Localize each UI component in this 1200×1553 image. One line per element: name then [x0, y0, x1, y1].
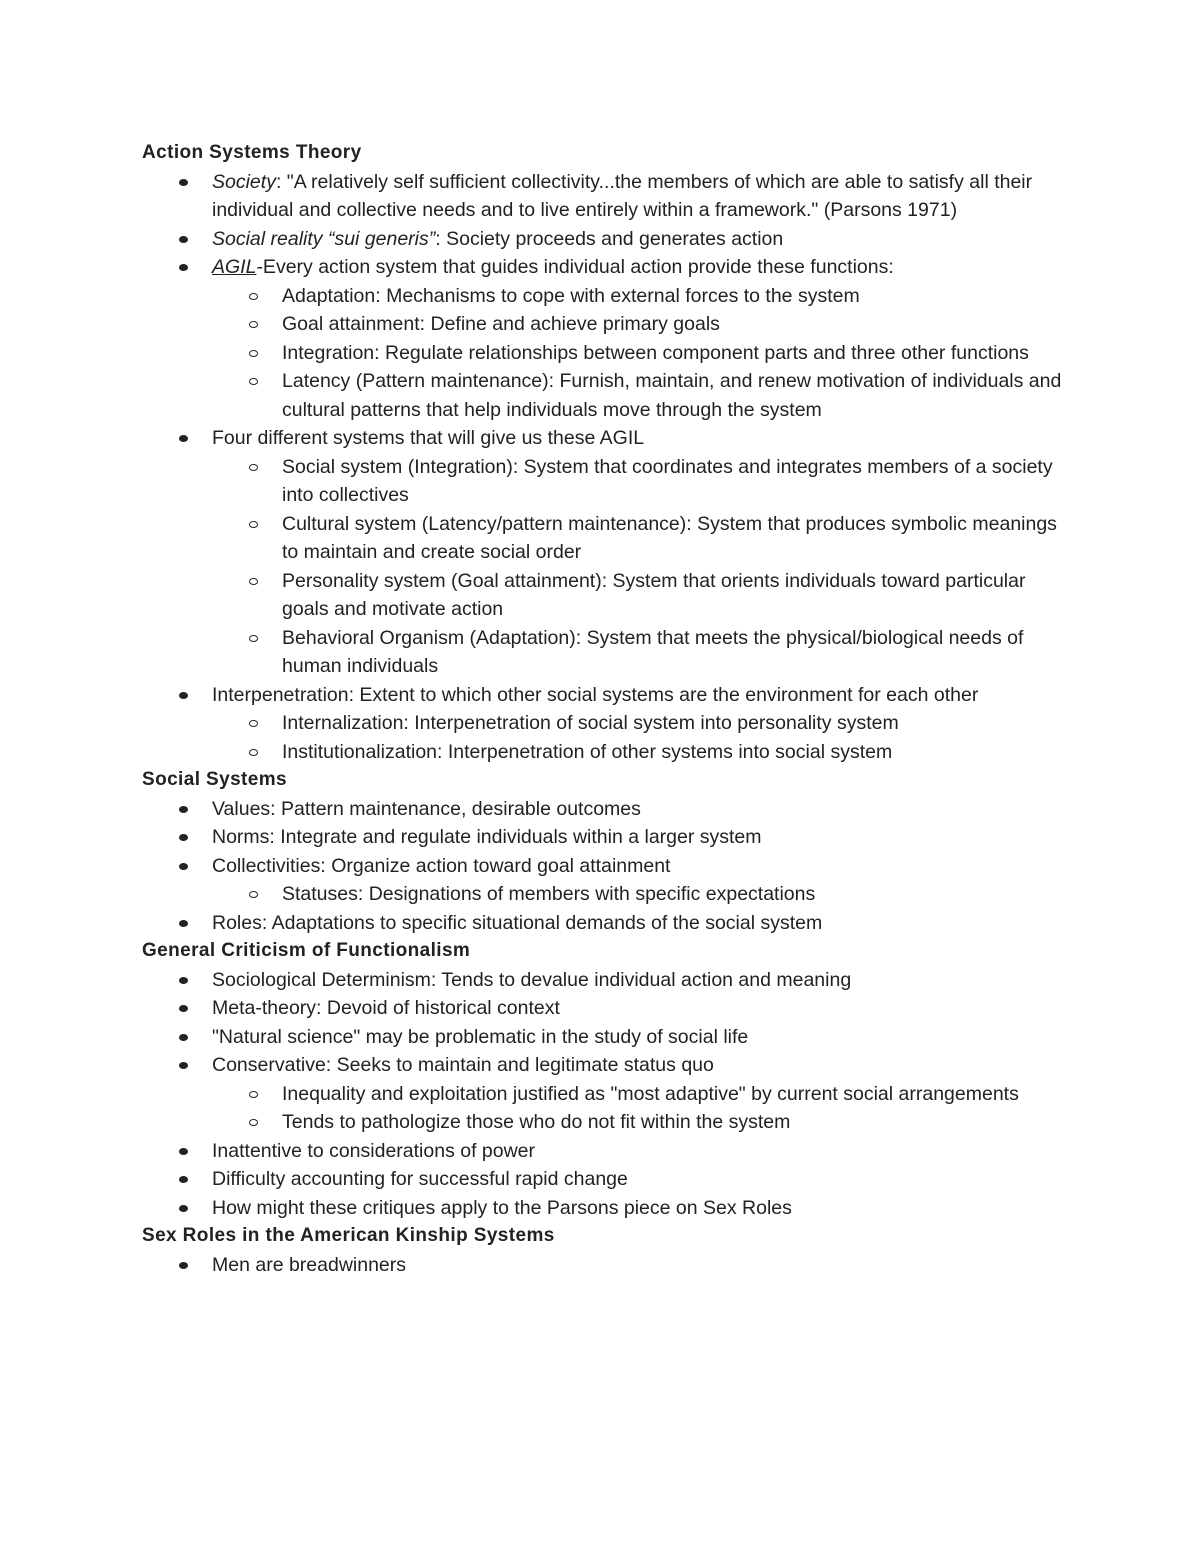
hollow-bullet-icon [249, 321, 258, 328]
term-society: Society [212, 170, 276, 193]
list-item-society [142, 168, 1062, 225]
bullet-icon [179, 236, 188, 243]
social-reality-text: : Society proceeds and generates action [435, 227, 784, 250]
bullet-icon [179, 264, 188, 271]
item-text: Men are breadwinners [212, 1253, 407, 1276]
hollow-bullet-icon [249, 1091, 258, 1098]
item-text: Meta-theory: Devoid of historical context [212, 997, 560, 1019]
bullet-icon [179, 1034, 188, 1041]
list-item-norms [142, 823, 1062, 852]
sub-item-text: Social system (Integration): System that coordinates and integrates members of a society into collectives [282, 455, 1053, 506]
collectivities-sublist [212, 880, 1062, 909]
bullet-icon [179, 1205, 188, 1212]
bullet-icon [179, 1005, 188, 1012]
term-agil: AGIL [212, 256, 257, 278]
sub-list-item [212, 282, 1062, 311]
sub-list-item [212, 1108, 1062, 1137]
item-text: Collectivities: Organize action toward goal attainment [212, 854, 671, 877]
list-item-interpenetration [142, 681, 1062, 767]
bullet-icon [179, 834, 188, 841]
society-definition: : "A relatively self sufficient collectivity...the members of which are able to satisfy all their individual and collective needs and to live entirely within a framework." (Parsons 1971) [212, 170, 1033, 221]
sub-list-item [212, 567, 1062, 624]
sub-list-item [212, 624, 1062, 681]
social-systems-list [142, 795, 1062, 938]
term-social-reality: Social reality “sui generis” [212, 227, 436, 250]
conservative-sublist [212, 1080, 1062, 1137]
bullet-icon [179, 1262, 188, 1269]
sub-item-text: Statuses: Designations of members with specific expectations [282, 883, 816, 905]
bullet-icon [179, 863, 188, 870]
item-text: Norms: Integrate and regulate individuals within a larger system [212, 826, 762, 848]
hollow-bullet-icon [249, 350, 258, 357]
hollow-bullet-icon [249, 720, 258, 727]
sub-item-text: Inequality and exploitation justified as "most adaptive" by current social arrangements [282, 1082, 1019, 1105]
bullet-icon [179, 179, 188, 186]
agil-sublist [212, 282, 1062, 425]
bullet-icon [179, 1062, 188, 1069]
sub-item-text: Tends to pathologize those who do not fit within the system [282, 1111, 791, 1133]
list-item-meta-theory [142, 994, 1062, 1023]
list-item-four-systems [142, 424, 1062, 681]
hollow-bullet-icon [249, 293, 258, 300]
section-heading-social-systems: Social Systems [142, 769, 288, 790]
sub-item-text: Behavioral Organism (Adaptation): System that meets the physical/biological needs of human individuals [282, 626, 1024, 677]
item-text: "Natural science" may be problematic in the study of social life [212, 1025, 749, 1048]
hollow-bullet-icon [249, 891, 258, 898]
sub-list-item [212, 880, 1062, 909]
sub-item-text: Adaptation: Mechanisms to cope with external forces to the system [282, 284, 860, 307]
list-item-determinism [142, 966, 1062, 995]
list-item-conservative [142, 1051, 1062, 1137]
sub-item-text: Internalization: Interpenetration of social system into personality system [282, 712, 899, 734]
hollow-bullet-icon [249, 749, 258, 756]
document-page [142, 139, 1062, 1279]
hollow-bullet-icon [249, 1119, 258, 1126]
sex-roles-list [142, 1251, 1062, 1280]
bullet-icon [179, 1176, 188, 1183]
list-item-breadwinners [142, 1251, 1062, 1280]
item-text: Roles: Adaptations to specific situational demands of the social system [212, 911, 823, 934]
sub-item-text: Institutionalization: Interpenetration of other systems into social system [282, 740, 893, 763]
list-item-rapid-change [142, 1165, 1062, 1194]
sub-item-text: Personality system (Goal attainment): System that orients individuals toward particular goals and motivate action [282, 569, 1026, 620]
bullet-icon [179, 977, 188, 984]
sub-list-item [212, 310, 1062, 339]
item-text: Difficulty accounting for successful rapid change [212, 1168, 628, 1190]
sub-list-item [212, 738, 1062, 767]
criticism-list [142, 966, 1062, 1223]
sub-list-item [212, 453, 1062, 510]
sub-item-text: Latency (Pattern maintenance): Furnish, maintain, and renew motivation of individuals and cultural patterns that help individuals move through the system [282, 370, 1062, 421]
bullet-icon [179, 920, 188, 927]
agil-text: -Every action system that guides individual action provide these functions: [256, 256, 894, 278]
sub-list-item [212, 339, 1062, 368]
four-systems-sublist [212, 453, 1062, 681]
sub-item-text: Cultural system (Latency/pattern maintenance): System that produces symbolic meanings to maintain and create social order [282, 512, 1057, 563]
bullet-icon [179, 806, 188, 813]
hollow-bullet-icon [249, 578, 258, 585]
hollow-bullet-icon [249, 635, 258, 642]
sub-list-item [212, 367, 1062, 424]
section-heading-criticism: General Criticism of Functionalism [142, 940, 471, 961]
bullet-icon [179, 1148, 188, 1155]
bullet-icon [179, 692, 188, 699]
list-item-agil [142, 253, 1062, 424]
sub-list-item [212, 709, 1062, 738]
hollow-bullet-icon [249, 378, 258, 385]
hollow-bullet-icon [249, 521, 258, 528]
four-systems-text: Four different systems that will give us these AGIL [212, 427, 645, 449]
interpenetration-sublist [212, 709, 1062, 766]
item-text: Conservative: Seeks to maintain and legitimate status quo [212, 1054, 714, 1076]
item-text: Inattentive to considerations of power [212, 1139, 536, 1162]
item-text: Sociological Determinism: Tends to devalue individual action and meaning [212, 968, 852, 991]
list-item-collectivities [142, 852, 1062, 909]
interpenetration-text: Interpenetration: Extent to which other social systems are the environment for each other [212, 683, 979, 706]
sub-list-item [212, 510, 1062, 567]
bullet-icon [179, 435, 188, 442]
list-item-social-reality [142, 225, 1062, 254]
hollow-bullet-icon [249, 464, 258, 471]
list-item-critiques [142, 1194, 1062, 1223]
list-item-power [142, 1137, 1062, 1166]
section-heading-sex-roles: Sex Roles in the American Kinship Systems [142, 1225, 555, 1246]
list-item-natural-science [142, 1023, 1062, 1052]
list-item-roles [142, 909, 1062, 938]
section-heading-action-systems: Action Systems Theory [142, 142, 362, 163]
list-item-values [142, 795, 1062, 824]
sub-item-text: Integration: Regulate relationships between component parts and three other functions [282, 341, 1029, 364]
sub-item-text: Goal attainment: Define and achieve primary goals [282, 313, 720, 335]
item-text: How might these critiques apply to the Parsons piece on Sex Roles [212, 1196, 792, 1219]
sub-list-item [212, 1080, 1062, 1109]
item-text: Values: Pattern maintenance, desirable outcomes [212, 797, 641, 820]
action-systems-list [142, 168, 1062, 767]
